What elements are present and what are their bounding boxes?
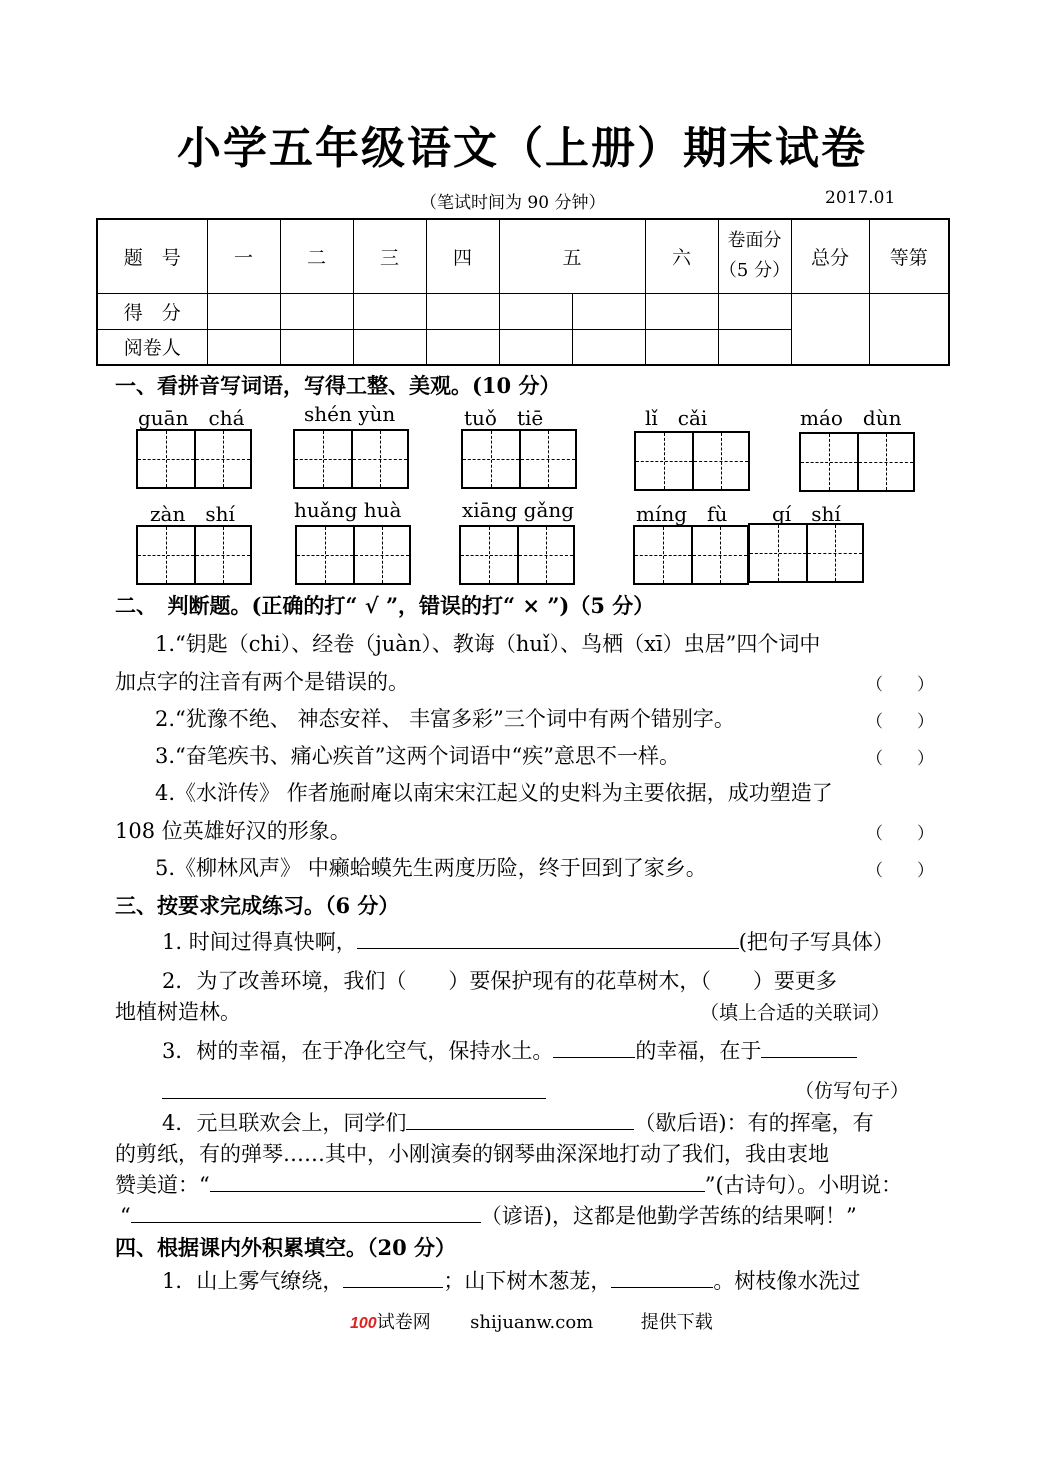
grader-cell[interactable] xyxy=(572,329,645,365)
tianzige-cell[interactable] xyxy=(517,527,573,583)
score-cell[interactable] xyxy=(718,293,791,329)
header-neatness xyxy=(718,219,791,293)
total-cell[interactable] xyxy=(791,293,869,365)
tianzige-cell[interactable] xyxy=(857,434,913,490)
tianzige-cell[interactable] xyxy=(295,431,351,487)
grade-cell[interactable] xyxy=(869,293,949,365)
judge-q2-answer[interactable]: （ ） xyxy=(866,712,934,732)
answer-blank[interactable] xyxy=(761,1035,857,1058)
pinyin-tuotie: tuǒ tiē xyxy=(464,406,544,430)
practice-q3-text-a: 3．树的幸福，在于净化空气，保持水土。 xyxy=(162,1039,554,1063)
header-q2: 二 xyxy=(280,219,353,293)
tianzige-cell[interactable] xyxy=(194,527,250,583)
answer-boxes[interactable] xyxy=(136,525,252,585)
answer-boxes[interactable] xyxy=(295,525,411,585)
judge-q1-line1: 1.“钥匙（chi）、经卷（juàn）、教诲（huǐ）、鸟栖（xī）虫居”四个词中 xyxy=(155,632,821,656)
header-neatness-points: （5 分） xyxy=(718,260,791,282)
pinyin-mingfu: míng fù xyxy=(636,502,728,526)
practice-q1-hint: (把句子写具体） xyxy=(738,930,894,954)
answer-blank[interactable] xyxy=(611,1265,713,1288)
section1-heading: 一、看拼音写词语，写得工整、美观。(10 分） xyxy=(115,373,561,398)
practice-q4-text-a: 4．元旦联欢会上，同学们 xyxy=(162,1111,407,1135)
practice-q3-line1 xyxy=(162,1035,857,1065)
grader-cell[interactable] xyxy=(426,329,499,365)
answer-boxes[interactable] xyxy=(633,525,749,585)
practice-q3-text-b: 的幸福，在于 xyxy=(635,1039,762,1063)
tianzige-cell[interactable] xyxy=(635,527,691,583)
practice-q4-line4 xyxy=(120,1200,857,1230)
practice-q1 xyxy=(162,926,894,956)
download-note: 提供下载 xyxy=(640,1312,713,1333)
header-q4: 四 xyxy=(426,219,499,293)
answer-blank[interactable] xyxy=(162,1080,546,1099)
page-title: 小学五年级语文（上册）期末试卷 xyxy=(177,123,867,174)
pinyin-guancha: guān chá xyxy=(138,406,245,430)
section4-heading: 四、根据课内外积累填空。（20 分） xyxy=(115,1235,457,1260)
tianzige-cell[interactable] xyxy=(461,527,517,583)
practice-q2-line1: 2．为了改善环境，我们（ ）要保护现有的花草树木，（ ）要更多 xyxy=(162,969,837,993)
answer-blank[interactable] xyxy=(131,1200,481,1223)
practice-q4-text-e: ”(古诗句）。小明说： xyxy=(704,1173,903,1197)
score-cell[interactable] xyxy=(645,293,718,329)
tianzige-cell[interactable] xyxy=(463,431,519,487)
grader-cell[interactable] xyxy=(499,329,572,365)
tianzige-cell[interactable] xyxy=(353,527,409,583)
score-cell[interactable] xyxy=(572,293,645,329)
grader-cell[interactable] xyxy=(207,329,280,365)
pinyin-maodun: máo dùn xyxy=(800,406,902,430)
row-label-score: 得 分 xyxy=(97,293,207,329)
answer-boxes[interactable] xyxy=(136,429,252,489)
pinyin-licai: lǐ cǎi xyxy=(645,406,708,430)
site-name: 试卷网 xyxy=(376,1312,431,1333)
judge-q4-answer[interactable]: （ ） xyxy=(866,824,934,844)
tianzige-cell[interactable] xyxy=(691,527,747,583)
exam-duration: （笔试时间为 90 分钟） xyxy=(420,193,606,213)
answer-blank[interactable] xyxy=(553,1035,635,1058)
tianzige-cell[interactable] xyxy=(351,431,407,487)
grader-cell[interactable] xyxy=(280,329,353,365)
pinyin-huanghua: huǎng huà xyxy=(294,498,402,522)
header-neatness-label: 卷面分 xyxy=(727,230,782,252)
tianzige-cell[interactable] xyxy=(806,525,862,581)
fill-q1-text-a: 1．山上雾气缭绕， xyxy=(162,1269,344,1293)
pinyin-shenyun: shén yùn xyxy=(304,402,396,426)
tianzige-cell[interactable] xyxy=(519,431,575,487)
answer-boxes[interactable] xyxy=(748,523,864,583)
pinyin-xianggang: xiāng gǎng xyxy=(462,498,575,522)
score-cell[interactable] xyxy=(499,293,572,329)
tianzige-cell[interactable] xyxy=(297,527,353,583)
judge-q5: 5.《柳林风声》 中癞蛤蟆先生两度历险，终于回到了家乡。 xyxy=(155,856,707,880)
practice-q2-line2: 地植树造林。 xyxy=(115,1000,241,1024)
grader-cell[interactable] xyxy=(353,329,426,365)
header-q6: 六 xyxy=(645,219,718,293)
score-cell[interactable] xyxy=(207,293,280,329)
judge-q2: 2.“犹豫不绝、 神态安祥、 丰富多彩”三个词中有两个错别字。 xyxy=(155,707,735,731)
practice-q2-hint: （填上合适的关联词） xyxy=(700,1002,891,1024)
answer-blank[interactable] xyxy=(357,926,739,949)
judge-q4-line1: 4.《水浒传》 作者施耐庵以南宋宋江起义的史料为主要依据，成功塑造了 xyxy=(155,781,833,805)
practice-q1-text: 1. 时间过得真快啊， xyxy=(162,930,357,954)
pinyin-zanshi: zàn shí xyxy=(150,502,235,526)
tianzige-cell[interactable] xyxy=(801,434,857,490)
practice-q3-hint: （仿写句子） xyxy=(795,1080,910,1102)
header-number: 题 号 xyxy=(97,219,207,293)
section3-heading: 三、按要求完成练习。（6 分） xyxy=(115,893,400,918)
pinyin-qishi: qí shí xyxy=(772,502,841,526)
practice-q4-line2: 的剪纸，有的弹琴……其中，小刚演奏的钢琴曲深深地打动了我们，我由衷地 xyxy=(115,1142,829,1166)
judge-q4-line2: 108 位英雄好汉的形象。 xyxy=(115,819,351,843)
score-table xyxy=(96,218,950,366)
header-grade: 等第 xyxy=(869,219,949,293)
answer-blank[interactable] xyxy=(406,1107,634,1130)
judge-q3: 3.“奋笔疾书、痛心疾首”这两个词语中“疾”意思不一样。 xyxy=(155,744,680,768)
answer-boxes[interactable] xyxy=(293,429,409,489)
header-total: 总分 xyxy=(791,219,869,293)
fill-q1-text-b: ；山下树木葱茏， xyxy=(443,1269,612,1293)
row-label-grader: 阅卷人 xyxy=(97,329,207,365)
practice-q4-line3 xyxy=(115,1169,902,1199)
header-q3: 三 xyxy=(353,219,426,293)
judge-q1-answer[interactable]: （ ） xyxy=(866,675,934,695)
fill-q1 xyxy=(162,1265,860,1295)
judge-q5-answer[interactable]: （ ） xyxy=(866,861,934,881)
practice-q4-text-g: （谚语)，这都是他勤学苦练的结果啊！” xyxy=(480,1204,857,1228)
tianzige-cell[interactable] xyxy=(692,433,748,489)
site-logo: 100 xyxy=(350,1315,377,1332)
exam-date: 2017.01 xyxy=(825,188,896,208)
judge-q3-answer[interactable]: （ ） xyxy=(866,749,934,769)
practice-q4-text-b: （歇后语)：有的挥毫，有 xyxy=(634,1111,874,1135)
tianzige-cell[interactable] xyxy=(138,431,194,487)
grader-cell[interactable] xyxy=(718,329,791,365)
practice-q4-text-f: “ xyxy=(120,1204,131,1228)
header-q5: 五 xyxy=(499,219,645,293)
section2-heading: 二、 判断题。(正确的打“ √ ”，错误的打“ × ”)（5 分） xyxy=(115,593,655,618)
header-q1: 一 xyxy=(207,219,280,293)
tianzige-cell[interactable] xyxy=(138,527,194,583)
site-url[interactable]: shijuanw.com xyxy=(470,1312,594,1333)
tianzige-cell[interactable] xyxy=(194,431,250,487)
fill-q1-text-c: 。树枝像水洗过 xyxy=(713,1269,861,1293)
answer-boxes[interactable] xyxy=(634,431,750,491)
answer-boxes[interactable] xyxy=(461,429,577,489)
answer-boxes[interactable] xyxy=(799,432,915,492)
tianzige-cell[interactable] xyxy=(750,525,806,581)
answer-blank[interactable] xyxy=(210,1169,705,1192)
score-cell[interactable] xyxy=(426,293,499,329)
score-cell[interactable] xyxy=(353,293,426,329)
footer xyxy=(350,1308,713,1334)
tianzige-cell[interactable] xyxy=(636,433,692,489)
score-cell[interactable] xyxy=(280,293,353,329)
judge-q1-line2: 加点字的注音有两个是错误的。 xyxy=(115,670,409,694)
answer-boxes[interactable] xyxy=(459,525,575,585)
practice-q4-text-d: 赞美道：“ xyxy=(115,1173,210,1197)
practice-q4-line1 xyxy=(162,1107,874,1137)
answer-blank[interactable] xyxy=(343,1265,443,1288)
grader-cell[interactable] xyxy=(645,329,718,365)
